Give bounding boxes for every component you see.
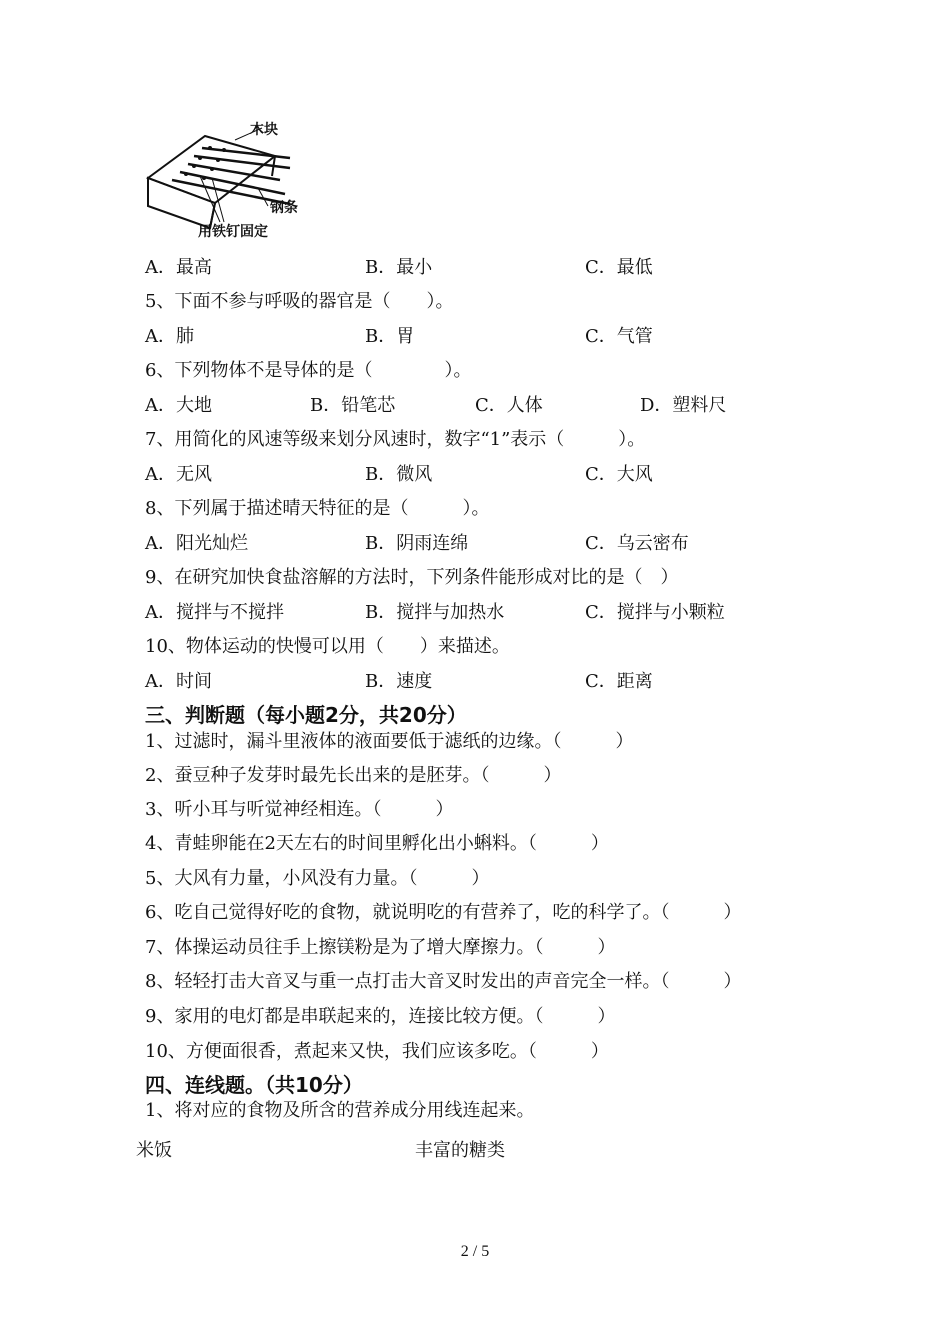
figure-label-steel: 钢条 xyxy=(270,200,298,216)
q6-stem: 6、下列物体不是导体的是（ ）。 xyxy=(145,360,472,381)
judge-item-4: 4、青蛙卵能在2天左右的时间里孵化出小蝌料。（ ） xyxy=(145,833,609,854)
q4-option-a: A．最高 xyxy=(145,257,212,278)
figure-label-nail: 用铁钉固定 xyxy=(198,224,268,240)
judge-item-5: 5、大风有力量，小风没有力量。（ ） xyxy=(145,868,490,889)
q8-option-a: A．阳光灿烂 xyxy=(145,533,248,554)
q7-stem: 7、用简化的风速等级来划分风速时，数字“1”表示（ ）。 xyxy=(145,429,646,450)
q7-option-b: B．微风 xyxy=(365,464,433,485)
judge-item-9: 9、家用的电灯都是串联起来的，连接比较方便。（ ） xyxy=(145,1006,616,1027)
q10-option-c: C．距离 xyxy=(585,671,653,692)
q9-option-b: B．搅拌与加热水 xyxy=(365,602,505,623)
q9-option-c: C．搅拌与小颗粒 xyxy=(585,602,725,623)
judge-item-7: 7、体操运动员往手上擦镁粉是为了增大摩擦力。（ ） xyxy=(145,937,616,958)
q6-option-d: D．塑料尺 xyxy=(640,395,727,416)
q5-option-a: A．肺 xyxy=(145,326,194,347)
q5-option-b: B．胃 xyxy=(365,326,415,347)
judge-item-2: 2、蚕豆种子发芽时最先长出来的是胚芽。（ ） xyxy=(145,765,562,786)
q8-option-b: B．阴雨连绵 xyxy=(365,533,469,554)
match-right-item: 丰富的糖类 xyxy=(415,1140,505,1161)
q8-option-c: C．乌云密布 xyxy=(585,533,689,554)
judge-item-8: 8、轻轻打击大音叉与重一点打击大音叉时发出的声音完全一样。（ ） xyxy=(145,971,742,992)
judge-item-6: 6、吃自己觉得好吃的食物，就说明吃的有营养了，吃的科学了。（ ） xyxy=(145,902,742,923)
q7-option-c: C．大风 xyxy=(585,464,653,485)
steel-strip-figure xyxy=(140,118,330,243)
q5-option-c: C．气管 xyxy=(585,326,653,347)
q6-option-c: C．人体 xyxy=(475,395,543,416)
q8-stem: 8、下列属于描述晴天特征的是（ ）。 xyxy=(145,498,490,519)
q4-option-b: B．最小 xyxy=(365,257,433,278)
q10-option-b: B．速度 xyxy=(365,671,433,692)
q4-option-c: C．最低 xyxy=(585,257,653,278)
section4-instruction: 1、将对应的食物及所含的营养成分用线连起来。 xyxy=(145,1100,535,1121)
section3-title: 三、判断题（每小题2分，共20分） xyxy=(145,703,467,727)
section4-title: 四、连线题。（共10分） xyxy=(145,1073,363,1097)
q10-option-a: A．时间 xyxy=(145,671,212,692)
judge-item-1: 1、过滤时，漏斗里液体的液面要低于滤纸的边缘。（ ） xyxy=(145,731,634,752)
q7-option-a: A．无风 xyxy=(145,464,212,485)
judge-item-10: 10、方便面很香，煮起来又快，我们应该多吃。（ ） xyxy=(145,1041,609,1062)
match-left-item: 米饭 xyxy=(136,1140,172,1161)
q5-stem: 5、下面不参与呼吸的器官是（ ）。 xyxy=(145,291,454,312)
q9-option-a: A．搅拌与不搅拌 xyxy=(145,602,284,623)
q10-stem: 10、物体运动的快慢可以用（ ）来描述。 xyxy=(145,636,510,657)
page-number: 2 / 5 xyxy=(460,1243,490,1260)
q6-option-b: B．铅笔芯 xyxy=(310,395,396,416)
judge-item-3: 3、听小耳与听觉神经相连。（ ） xyxy=(145,799,454,820)
q6-option-a: A．大地 xyxy=(145,395,212,416)
figure-label-wood: 木块 xyxy=(250,122,278,138)
q9-stem: 9、在研究加快食盐溶解的方法时，下列条件能形成对比的是（ ） xyxy=(145,567,679,588)
